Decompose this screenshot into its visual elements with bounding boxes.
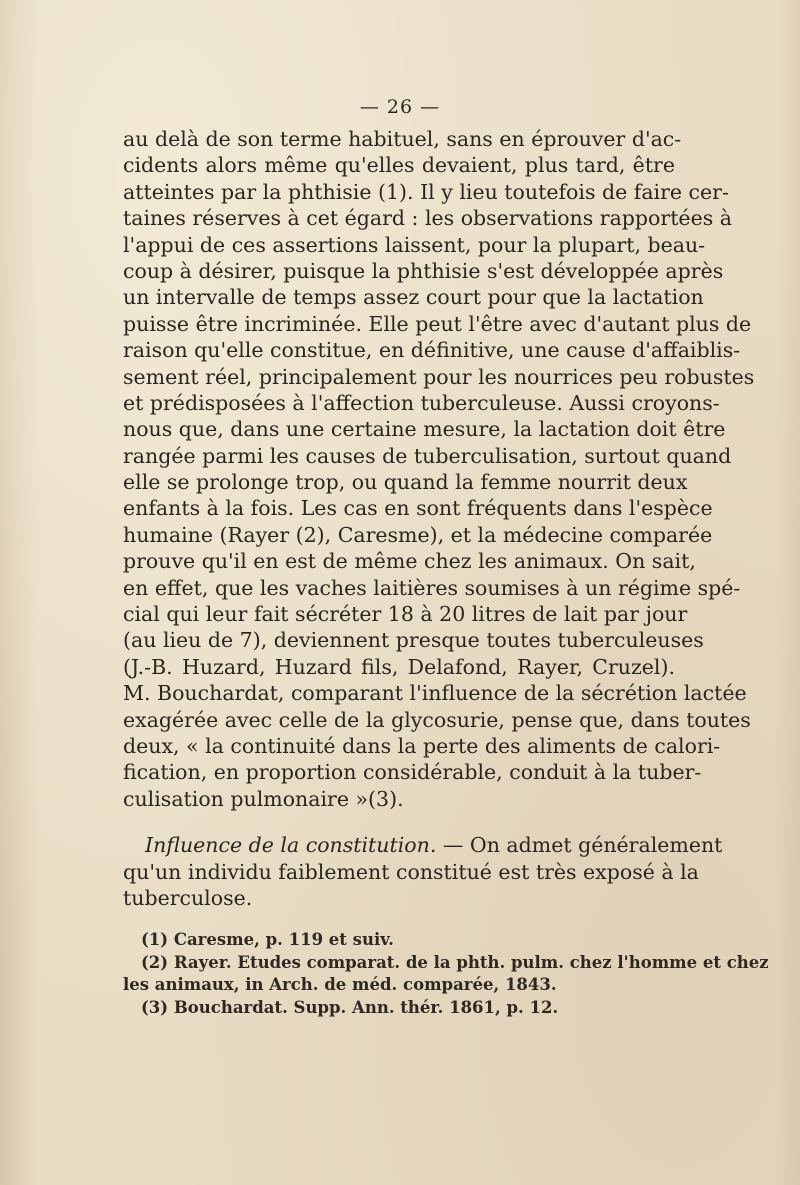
text-line: exagérée avec celle de la glycosurie, pense que, dans toutes xyxy=(123,707,751,732)
text-line: (J.-B. Huzard, Huzard fils, Delafond, Rayer, Cruzel). xyxy=(123,654,675,679)
text-line: nous que, dans une certaine mesure, la lactation doit être xyxy=(123,417,726,442)
text-line: puisse être incriminée. Elle peut l'être avec d'autant plus de xyxy=(123,311,752,336)
text-line: et prédisposées à l'affection tuberculeuse. Aussi croyons- xyxy=(123,390,720,415)
footnote-3: (3) Bouchardat. Supp. Ann. thér. 1861, p. 12. xyxy=(141,997,559,1017)
text-line: rangée parmi les causes de tuberculisation, surtout quand xyxy=(123,443,732,468)
section-line xyxy=(123,832,723,858)
text-line: cidents alors même qu'elles devaient, plus tard, être xyxy=(123,153,675,178)
text-line: taines réserves à cet égard : les observations rapportées à xyxy=(123,206,732,231)
text-line: l'appui de ces assertions laissent, pour la plupart, beau- xyxy=(123,232,706,257)
footnotes xyxy=(123,929,769,1019)
text-line: enfants à la fois. Les cas en sont fréquents dans l'espèce xyxy=(123,496,713,521)
text-line: deux, « la continuité dans la perte des aliments de calori- xyxy=(123,733,721,758)
text-line: au delà de son terme habituel, sans en éprouver d'ac- xyxy=(123,127,682,151)
text-line: (au lieu de 7), deviennent presque toutes tuberculeuses xyxy=(123,628,704,653)
text-line: raison qu'elle constitue, en définitive, une cause d'affaiblis- xyxy=(123,338,741,363)
text-line: qu'un individu faiblement constitué est très exposé à la xyxy=(123,859,699,884)
text-line: en effet, que les vaches laitières soumises à un régime spé- xyxy=(123,575,741,600)
text-line: atteintes par la phthisie (1). Il y lieu toutefois de faire cer- xyxy=(123,179,729,204)
footnote-1: (1) Caresme, p. 119 et suiv. xyxy=(141,930,394,949)
text-line: cial qui leur fait sécréter 18 à 20 litres de lait par jour xyxy=(123,602,688,627)
footnote-2-continued: les animaux, in Arch. de méd. comparée, 1843. xyxy=(123,975,557,994)
text-line: sement réel, principalement pour les nourrices peu robustes xyxy=(123,364,755,389)
text-line: elle se prolonge trop, ou quand la femme nourrit deux xyxy=(123,470,688,495)
text-line: M. Bouchardat, comparant l'influence de la sécrétion lactée xyxy=(123,681,747,706)
section-heading: Influence de la constitution. xyxy=(145,833,437,858)
text-line: prouve qu'il en est de même chez les animaux. On sait, xyxy=(123,549,696,574)
page-number: — 26 — xyxy=(359,96,441,118)
text-line: tuberculose. xyxy=(123,885,253,910)
main-text xyxy=(123,126,755,911)
text-line: humaine (Rayer (2), Caresme), et la médecine comparée xyxy=(123,522,713,547)
text-line: culisation pulmonaire »(3). xyxy=(123,786,404,811)
text-line: fication, en proportion considérable, conduit à la tuber- xyxy=(123,760,702,785)
footnote-2: (2) Rayer. Etudes comparat. de la phth. pulm. chez l'homme et chez xyxy=(141,952,769,972)
text-line: coup à désirer, puisque la phthisie s'est développée après xyxy=(123,258,724,283)
text-line: un intervalle de temps assez court pour que la lactation xyxy=(123,285,704,310)
section-line-rest: — On admet généralement xyxy=(436,833,723,858)
paragraph-gap xyxy=(123,812,675,832)
